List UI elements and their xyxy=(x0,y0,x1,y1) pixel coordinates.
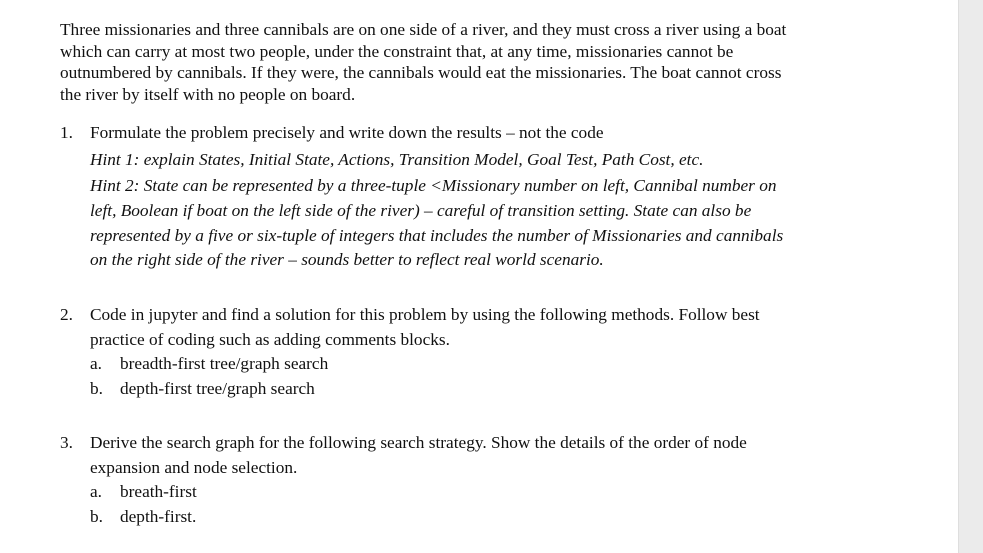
sub-item-letter: b. xyxy=(90,378,103,398)
sub-item-letter: b. xyxy=(90,506,103,526)
list-item-body xyxy=(90,303,850,401)
sub-item-letter: a. xyxy=(90,482,102,501)
sub-item-text: depth-first. xyxy=(120,506,197,526)
item-title-line: practice of coding such as adding comments blocks. xyxy=(90,329,450,349)
sub-item-text: depth-first tree/graph search xyxy=(120,378,315,398)
list-item-body xyxy=(90,431,850,529)
item-title-line: Derive the search graph for the following search strategy. Show the details of the order of node xyxy=(90,433,747,452)
hint-2-line: on the right side of the river – sounds better to reflect real world scenario. xyxy=(90,250,604,270)
hint-2-line: represented by a five or six-tuple of integers that includes the number of Missionaries and cannibals xyxy=(90,225,784,245)
sub-item xyxy=(60,377,850,402)
sub-item-text: breadth-first tree/graph search xyxy=(120,354,329,373)
list-number: 3. xyxy=(60,433,73,452)
item-title-line: expansion and node selection. xyxy=(90,457,298,477)
item-title-line: Code in jupyter and find a solution for this problem by using the following methods. Follow best xyxy=(90,305,760,324)
intro-line: Three missionaries and three cannibals are on one side of a river, and they must cross a river using a boat xyxy=(60,20,787,39)
sub-item-text: breath-first xyxy=(120,482,197,501)
item-title: Formulate the problem precisely and write down the results – not the code xyxy=(90,123,604,142)
sub-item-letter: a. xyxy=(90,354,102,373)
vertical-scrollbar[interactable] xyxy=(958,0,983,553)
hint-1: Hint 1: explain States, Initial State, Actions, Transition Model, Goal Test, Path Cost, etc. xyxy=(90,149,704,169)
sub-item xyxy=(60,480,850,505)
intro-line: the river by itself with no people on board. xyxy=(60,84,356,104)
list-number: 2. xyxy=(60,305,73,324)
sub-item xyxy=(60,505,850,530)
sub-item xyxy=(60,352,850,377)
intro-line: outnumbered by cannibals. If they were, the cannibals would eat the missionaries. The boat cannot cross xyxy=(60,63,782,82)
intro-line: which can carry at most two people, under the constraint that, at any time, missionaries cannot be xyxy=(60,41,734,61)
list-item-body xyxy=(90,121,850,273)
intro-paragraph xyxy=(60,19,850,105)
hint-2-line: Hint 2: State can be represented by a three-tuple <Missionary number on left, Cannibal number on xyxy=(90,176,777,196)
hint-2-line: left, Boolean if boat on the left side of the river) – careful of transition setting. State can also be xyxy=(90,200,752,220)
list-number: 1. xyxy=(60,123,73,142)
